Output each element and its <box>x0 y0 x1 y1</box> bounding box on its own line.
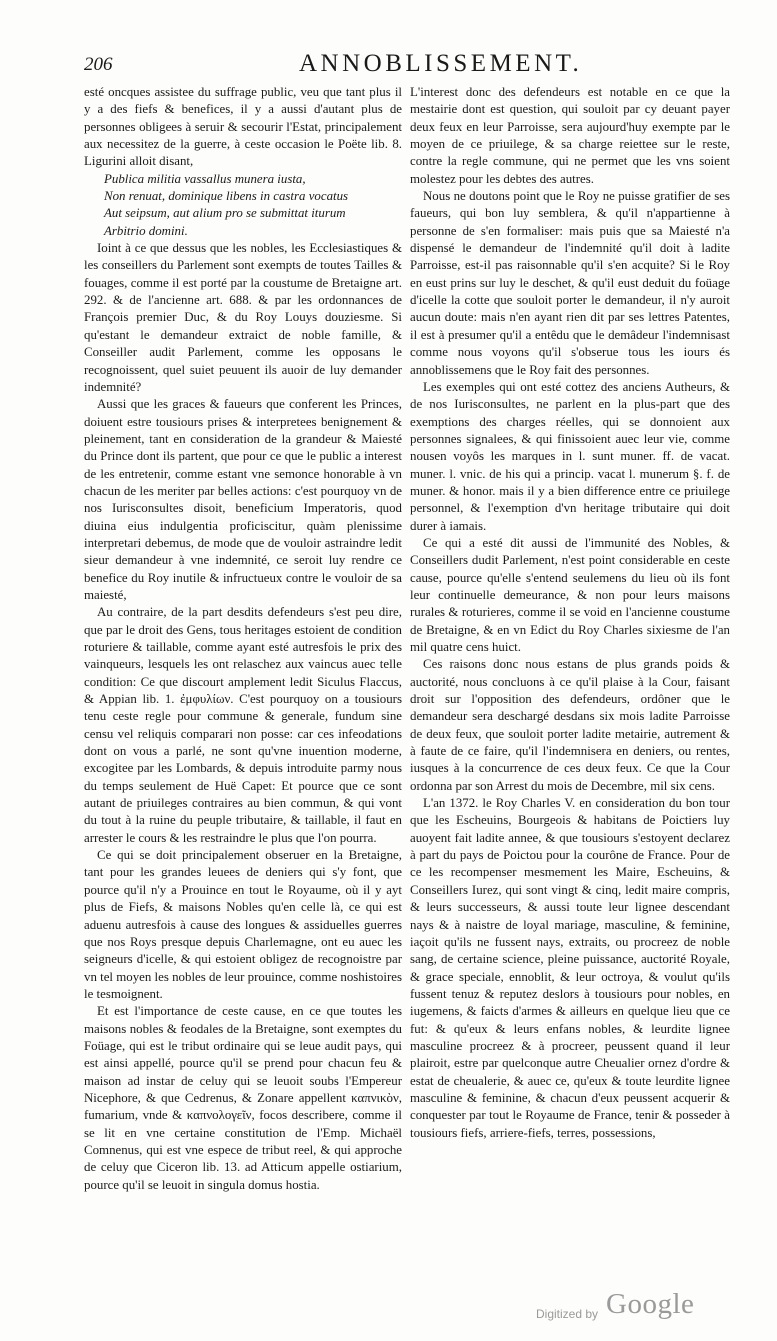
paragraph: L'interest donc des defendeurs est notable en ce que la mestairie dont est question, qui souloit par cy deuant payer deux feux en leur Parroisse, sera aujourd'huy exempte par le moyen de ce priuilege, & sa charge reiettee sur le reste, contre la regle commune, qui ne permet que les vns soient molestez pour les debtes des autres. <box>410 85 730 186</box>
paragraph: L'an 1372. le Roy Charles V. en consideration du bon tour que les Escheuins, Bourgeois & habitans de Poictiers luy auoyent fait ladite annee, & que tousiours s'estoyent declarez à part du pays de Poictou pour la courône de France. Pour de ce les recompenser mesmement les Maire, Escheuins, & Conseillers Iurez, qui sont vingt & cinq, ledit maire compris, & leurs successeurs, & aussi toute leur lignee descendant nays & à naistre de loyal mariage, masculine, & feminine, iaçoit qu'ils ne fussent nays, extraits, ou procreez de noble sang, de certaine science, pleine puissance, auctorité Royale, & grace speciale, ennoblit, & leur octroya, & voulut qu'ils fussent tenuz & reputez deslors à tousiours pour nobles, en iugemens, & faicts d'armes & ailleurs en quelque lieu que ce fut: & qu'eux & leurs enfans nobles, & leurdite lignee masculine procreez & à procreer, peussent quand il leur plairoit, estre par quelconque autre Cheualier ornez d'ordre & estat de cheualerie, & auec ce, qu'eux & toute leurdite lignee masculine & feminine, & chacun d'eux peussent acquerir & conquester par tout le Royaume de France, tenir & posseder à tousiours fiefs, arriere-fiefs, terres, possessions, <box>410 796 730 1140</box>
paragraph: Les exemples qui ont esté cottez des anciens Autheurs, & de nos Iurisconsultes, ne parlent en la plus-part que des exemptions des charges réelles, qui se donnoient aux personnes signalees, & qui finissoient auec leur vie, comme nousen voyôs les marques in l. sunt muner. ff. de vacat. muner. l. vnic. de his qui a princip. vacat l. munerum §. f. de muner. & honor. mais il y a bien difference entre ce priuilege personnel, & l'exemption d'vn heritage tributaire qui doit durer à iamais. <box>410 379 730 533</box>
paragraph: Ioint à ce que dessus que les nobles, les Ecclesiastiques & les conseillers du Parlement sont exempts de toutes Tailles & fouages, comme il est porté par la coustume de Bretaigne art. 292. & de l'ancienne art. 688. & par les ordonnances de François premier Duc, & du Roy Louys douziesme. Si qu'estant le demandeur extraict de noble famille, & Conseiller audit Parlement, comme les opposans le recognoissent, quel suiet peuuent ils auoir de luy demander indemnité? <box>84 241 402 394</box>
paragraph: Ce qui a esté dit aussi de l'immunité des Nobles, & Conseillers dudit Parlement, n'est point considerable en ceste cause, pource qu'elle s'entend seulemens du lieu où ils font leur continuelle demeurance, & non pour leurs maisons rurales & roturieres, comme il se void en l'ancienne coustume de Bretaigne, & en vn Edict du Roy Charles sixiesme de l'an mil quatre cens huict. <box>410 535 730 654</box>
page-number: 206 <box>84 54 113 75</box>
verse-quotation <box>104 171 402 240</box>
verse-line: Non renuat, dominique libens in castra vocatus <box>104 189 349 204</box>
verse-line: Arbitrio domini. <box>104 223 188 238</box>
paragraph: Au contraire, de la part desdits defendeurs s'est peu dire, que par le droit des Gens, tous heritages estoient de condition roturiere & taillable, comme ayant esté autresfois le prix des vainqueurs, lesquels les ont relaschez aux vaincus auec telle condition: Ce que discourt amplement ledit Siculus Flaccus, & Appian lib. 1. ἐμφυλίων. C'est pourquoy on a tousiours tenu ceste regle pour commune & generale, fundum sine censu vel reliquis comparari non posse: car ces infeodations dont on vous a parlé, ne sont qu'vne inuention moderne, excogitee par les Lombards, & depuis introduite parmy nous du temps seulement de Huë Capet: Et pource que ce sont autant de priuileges contraires au bien commun, & qui vont du tout à la ruine du peuple tributaire, & taillable, il faut en arrester le cours & les restraindre le plus que l'on pourra. <box>84 605 402 845</box>
digitized-by-text: Digitized by <box>536 1307 599 1321</box>
running-title: ANNOBLISSEMENT. <box>299 50 583 77</box>
right-column <box>410 84 730 1142</box>
page-header <box>84 50 724 84</box>
left-column <box>84 84 402 1194</box>
digitized-by-watermark <box>536 1288 736 1328</box>
google-logo: Google <box>606 1288 695 1320</box>
paragraph: Et est l'importance de ceste cause, en ce que toutes les maisons nobles & feodales de la Bretaigne, sont exemptes du Foüage, qui est le tribut ordinaire qui se leue audit pays, qui est ainsi appellé, pource qu'il se prend pour chacun feu & maison ad instar de celuy qui se leuoit soubs l'Empereur Nicephore, & que Cedrenus, & Zonare appellent καπνικὸν, fumarium, vnde & καπνολογεῖν, focos describere, comme il se lit en vne certaine constitution de l'Emp. Michaël Comnenus, qui est vne espece de tribut reel, & qui approche de celuy que Ciceron lib. 13. ad Atticum appelle ostiarium, pource qu'il se leuoit in singula domus hostia. <box>84 1004 402 1192</box>
paragraph: esté oncques assistee du suffrage public, veu que tant plus il y a des fiefs & benefices, il y a aussi d'autant plus de personnes obligees à seruir & secourir l'Estat, principalement aux necessitez de la guerre, à ceste occasion le Poëte lib. 8. Ligurini alloit disant, <box>84 85 402 169</box>
paragraph: Aussi que les graces & faueurs que conferent les Princes, doiuent estre tousiours prises & interpretees benignement & pleinement, tant en consideration de la grandeur & Maiesté du Prince dont ils partent, que pour ce que le public a interest de les entretenir, comme estant vne semonce honorable à vn chacun de les meriter par belles actions: c'est pourquoy vn de nos Iurisconsultes disoit, beneficium Imperatoris, quod diuina eius indulgentia proficiscitur, quàm plenissime interpretari debemus, de mode que de vouloir astraindre ledit sieur demandeur à vne indemnité, ce seroit luy rendre ce benefice du Roy inutile & infructueux contre le vouloir de sa maiesté, <box>84 397 402 602</box>
verse-line: Aut seipsum, aut alium pro se submittat iturum <box>104 206 346 221</box>
paragraph: Ce qui se doit principalement obseruer en la Bretaigne, tant pour les grandes leuees de deniers qui s'y font, que pource qu'il n'y a Prouince en tout le Royaume, où il y ayt plus de Fiefs, & maisons Nobles qu'en celle là, ce qui est aduenu autresfois à cause des longues & assiduelles guerres que nos Roys presque depuis Charlemagne, ont eu auec les seigneurs d'icelle, & qui estoient obligez de recognoistre par vn tel moyen les nobles de leur prouince, comme noshistoires le tesmoignent. <box>84 848 402 1001</box>
paragraph: Ces raisons donc nous estans de plus grands poids & auctorité, nous concluons à ce qu'il plaise à la Cour, faisant droit sur l'opposition des defendeurs, ordôner que le demandeur sera deschargé desdans six mois ladite Parroisse de deux feux, que souloit porter ladite metairie, autrement & à faute de ce faire, qu'il l'indemnisera en deniers, ou rentes, iusques à la concurrence de ces deux feux. Ce que la Cour ordonna par son Arrest du mois de Decembre, mil six cens. <box>410 657 730 793</box>
verse-line: Publica militia vassallus munera iusta, <box>104 171 306 186</box>
paragraph: Nous ne doutons point que le Roy ne puisse gratifier de ses faueurs, qui bon luy semblera, & qu'il n'appartienne à personne de s'en formaliser: mais puis que sa Maiesté n'a dispensé le demandeur de l'indemnité qu'il doit à ladite Parroisse, est-il pas raisonnable qu'il s'en acquite? Si le Roy en eust prins sur luy le deschet, & qu'il eust deduit du foüage d'icelle la cotte que souloit porter le demandeur, il n'y auroit aucun doute: mais n'en ayant rien dit par ses lettres Patentes, il est à presumer qu'il a entêdu que le demâdeur l'indemnisast comme nous voyons qu'il s'obserue tous les iours és annoblissemens que le Roy fait des personnes. <box>410 189 730 377</box>
